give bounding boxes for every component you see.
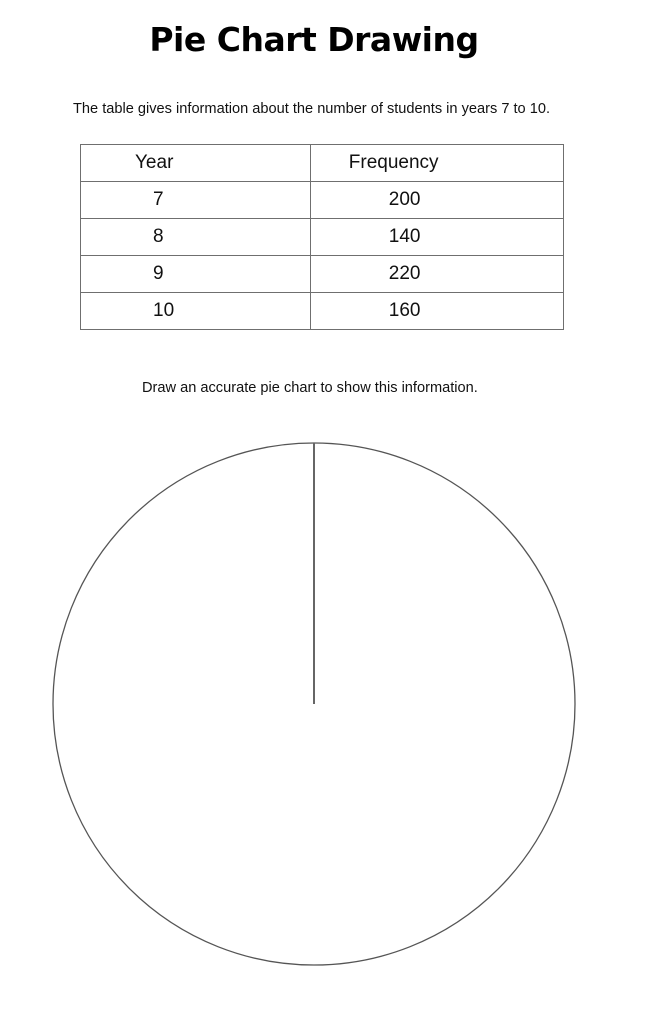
page-title: Pie Chart Drawing xyxy=(149,20,479,59)
header-frequency: Frequency xyxy=(310,145,563,182)
cell-year: 8 xyxy=(81,219,311,256)
header-year: Year xyxy=(81,145,311,182)
cell-frequency: 160 xyxy=(310,293,563,330)
cell-frequency: 220 xyxy=(310,256,563,293)
cell-frequency: 200 xyxy=(310,182,563,219)
cell-frequency: 140 xyxy=(310,219,563,256)
intro-text: The table gives information about the number of students in years 7 to 10. xyxy=(73,101,551,117)
instruction-text: Draw an accurate pie chart to show this information. xyxy=(142,380,478,396)
cell-year: 9 xyxy=(81,256,311,293)
cell-year: 7 xyxy=(81,182,311,219)
cell-year: 10 xyxy=(81,293,311,330)
